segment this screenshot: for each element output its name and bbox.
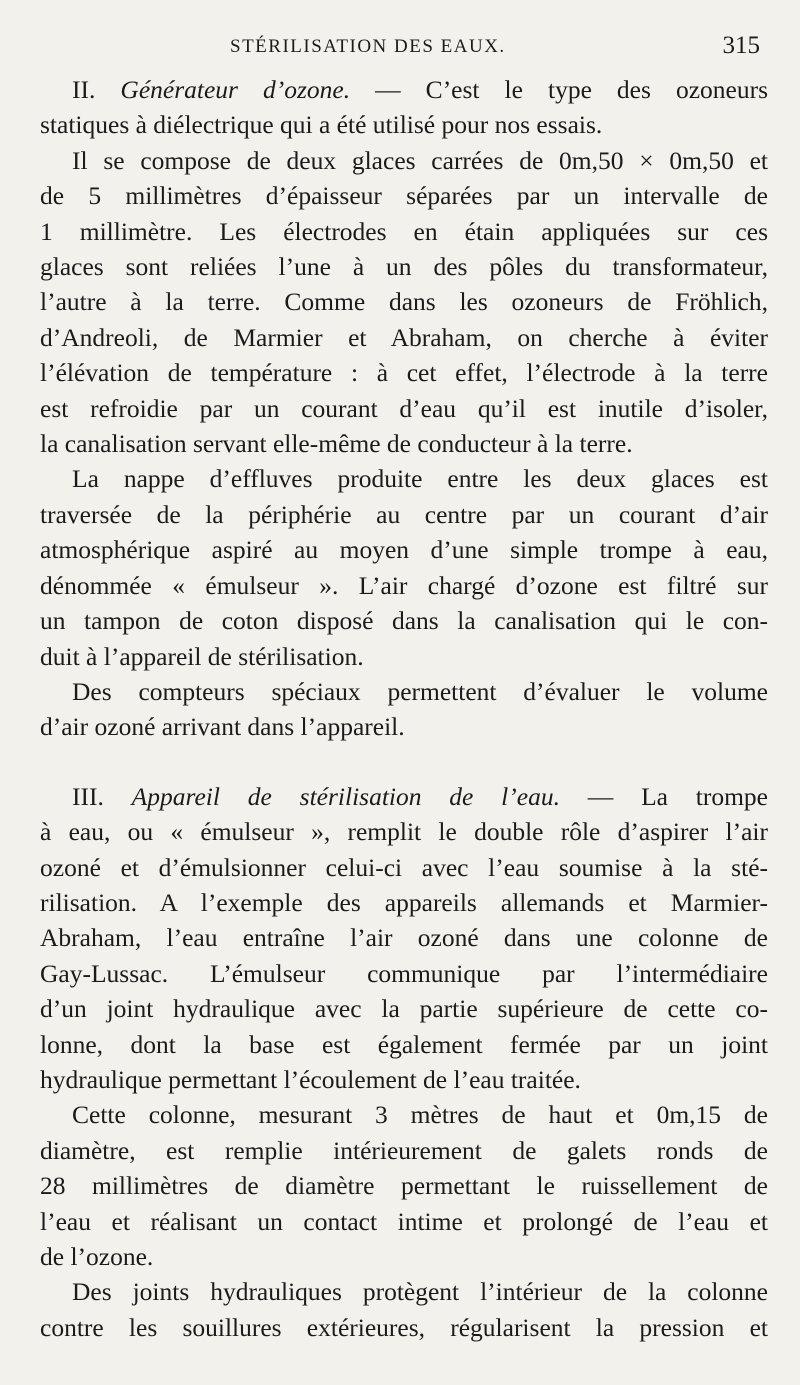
- text-line: un tampon de coton disposé dans la canalisation qui le con-: [40, 606, 768, 636]
- text-line: l’eau et réalisant un contact intime et prolongé de l’eau et: [40, 1206, 768, 1236]
- text-line: atmosphérique aspiré au moyen d’une simple trompe à eau,: [40, 535, 768, 565]
- text-line: diamètre, est remplie intérieurement de galets ronds de: [40, 1135, 768, 1165]
- text-line: ozoné et d’émulsionner celui-ci avec l’eau soumise à la sté-: [40, 852, 768, 882]
- text-line: 1 millimètre. Les électrodes en étain appliquées sur ces: [40, 216, 768, 246]
- paragraph-sterilization-apparatus: [40, 779, 768, 1098]
- paragraph-column: [40, 1097, 768, 1274]
- text-line: duit à l’appareil de stérilisation.: [40, 641, 364, 671]
- text-line: Cette colonne, mesurant 3 mètres de haut et 0m,15 de: [72, 1100, 768, 1130]
- paragraph-glass-plates: [40, 143, 768, 462]
- section-title: Générateur d’ozone.: [120, 75, 351, 104]
- text-line: Abraham, l’eau entraîne l’air ozoné dans une colonne de: [40, 923, 768, 953]
- text-line: 28 millimètres de diamètre permettant le ruissellement de: [40, 1171, 768, 1201]
- text-line: rilisation. A l’exemple des appareils allemands et Marmier-: [40, 887, 768, 917]
- running-title: STÉRILISATION DES EAUX.: [230, 36, 506, 57]
- text-line: traversée de la périphérie au centre par un courant d’air: [40, 499, 768, 529]
- text-line: à eau, ou « émulseur », remplit le double rôle d’aspirer l’air: [40, 817, 768, 847]
- text-line: Il se compose de deux glaces carrées de 0m,50 × 0m,50 et: [72, 145, 768, 175]
- text-line: La nappe d’effluves produite entre les deux glaces est: [72, 464, 768, 494]
- text-line: d’un joint hydraulique avec la partie supérieure de cette co-: [40, 994, 768, 1024]
- text-line: III. Appareil de stérilisation de l’eau. — La trompe: [72, 781, 769, 811]
- paragraph-hydraulic-joints: [40, 1274, 768, 1345]
- page-header: [0, 32, 800, 72]
- text-line: Des joints hydrauliques protègent l’intérieur de la colonne: [72, 1277, 768, 1307]
- section-spacer: [40, 745, 768, 779]
- text-line: d’air ozoné arrivant dans l’appareil.: [40, 712, 405, 742]
- page-number: 315: [722, 32, 760, 59]
- text-line: Des compteurs spéciaux permettent d’évaluer le volume: [72, 676, 768, 706]
- text-line: II. Générateur d’ozone. — C’est le type des ozoneurs: [72, 75, 768, 104]
- text-line: statiques à diélectrique qui a été utilisé pour nos essais.: [40, 110, 603, 140]
- text-line: la canalisation servant elle-même de conducteur à la terre.: [40, 429, 633, 459]
- paragraph-meters: [40, 674, 768, 745]
- text-line: hydraulique permettant l’écoulement de l’eau traitée.: [40, 1064, 581, 1094]
- text-line: l’autre à la terre. Comme dans les ozoneurs de Fröhlich,: [40, 287, 768, 317]
- paragraph-ozone-generator: [40, 72, 768, 143]
- text-line: est refroidie par un courant d’eau qu’il est inutile d’isoler,: [40, 393, 768, 423]
- text-line: glaces sont reliées l’une à un des pôles du transformateur,: [40, 252, 768, 282]
- text-line: Gay-Lussac. L’émulseur communique par l’intermédiaire: [40, 958, 768, 988]
- text-line: de l’ozone.: [40, 1242, 154, 1271]
- text-line: dénommée « émulseur ». L’air chargé d’ozone est filtré sur: [40, 570, 768, 600]
- text-line: de 5 millimètres d’épaisseur séparées par un intervalle de: [40, 181, 768, 211]
- section-title: Appareil de stérilisation de l’eau.: [131, 781, 560, 811]
- text-line: d’Andreoli, de Marmier et Abraham, on cherche à éviter: [40, 322, 768, 352]
- text-line: lonne, dont la base est également fermée par un joint: [40, 1029, 768, 1059]
- paragraph-effluvia: [40, 461, 768, 673]
- text-line: contre les souillures extérieures, régularisent la pression et: [40, 1312, 768, 1342]
- text-line: l’élévation de température : à cet effet, l’électrode à la terre: [40, 358, 768, 388]
- page-body: [40, 72, 768, 1345]
